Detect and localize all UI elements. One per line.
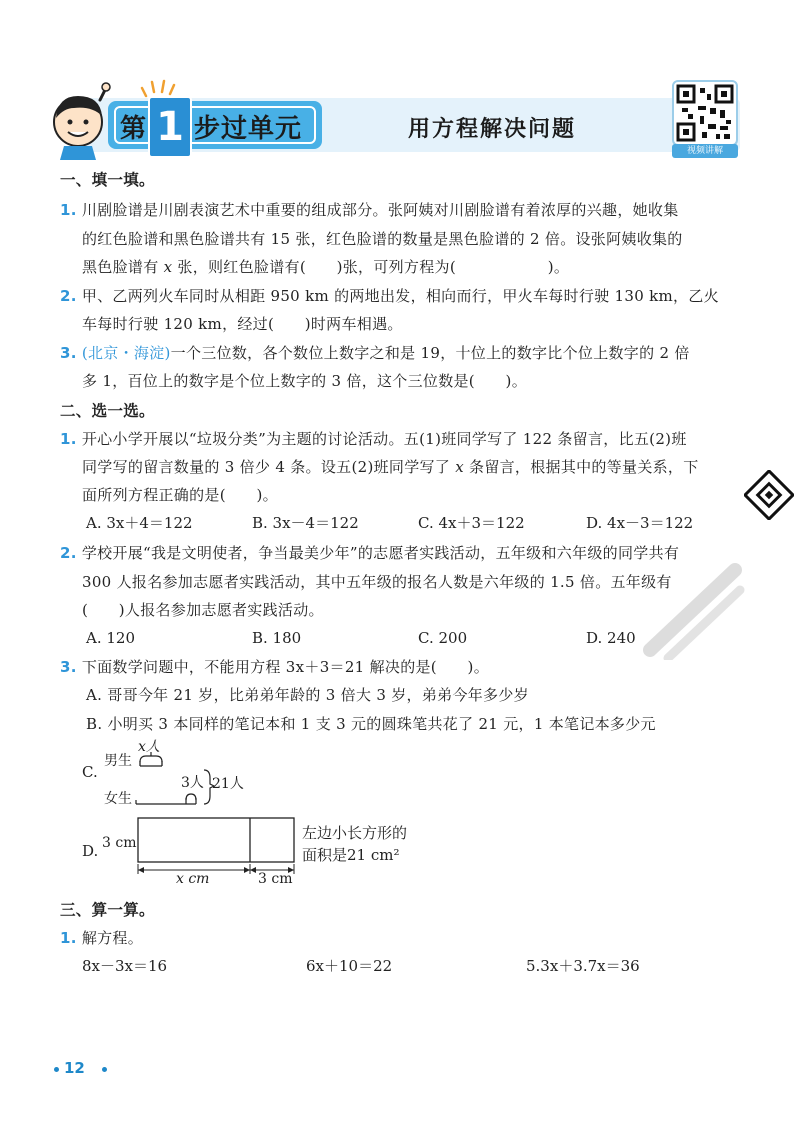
s2-q2-number: 2. [60, 544, 77, 562]
s2-q2-option-a[interactable]: A. 120 [86, 629, 135, 647]
s3-q1-line1: 1. 解方程。 [60, 929, 144, 947]
equation-3: 5.3x＋3.7x＝36 [526, 957, 640, 975]
section3-title: 三、算一算。 [60, 901, 155, 919]
s2-q1-line2: 同学写的留言数量的 3 倍少 4 条。设五(2)班同学写了 x 条留言，根据其中的等量关系，下 [82, 458, 699, 476]
mascot-icon [44, 78, 114, 160]
diagram-note-line2: 面积是21 cm² [302, 846, 400, 864]
s1-q3-number: 3. [60, 344, 77, 362]
diagram-boys-label: 男生 [104, 753, 132, 769]
s2-q1-line3: 面所列方程正确的是( )。 [82, 486, 278, 504]
s2-q3-option-a[interactable]: A. 哥哥今年 21 岁，比弟弟年龄的 3 倍大 3 岁，弟弟今年多少岁 [86, 686, 529, 704]
s2-q2-option-d[interactable]: D. 240 [586, 629, 636, 647]
s1-q3-source: (北京・海淀) [81, 344, 171, 362]
s1-q1-line3: 黑色脸谱有 x 张，则红色脸谱有( )张，可列方程为( )。 [82, 258, 570, 276]
diagram-extra-label: 3人 [181, 775, 204, 791]
s2-q2-line1: 2. 学校开展“我是文明使者，争当最美少年”的志愿者实践活动，五年级和六年级的同学共有 [60, 544, 680, 562]
page-dot-right [102, 1067, 107, 1072]
page-topic: 用方程解决问题 [408, 117, 577, 142]
page-number: 12 [64, 1059, 85, 1077]
diagram-total-label: 21人 [212, 776, 244, 792]
s2-q1-option-d[interactable]: D. 4x－3＝122 [586, 514, 694, 532]
equation-1: 8x－3x＝16 [82, 957, 168, 975]
diagram-width-right-label: 3 cm [258, 871, 293, 887]
s1-q1-number: 1. [60, 201, 77, 219]
s2-q3-line1: 3. 下面数学问题中，不能用方程 3x＋3＝21 解决的是( )。 [60, 658, 490, 676]
s2-q1-number: 1. [60, 430, 77, 448]
section2-title: 二、选一选。 [60, 402, 155, 420]
s2-q3-number: 3. [60, 658, 77, 676]
s2-q3-option-c[interactable]: C. [82, 763, 98, 781]
side-qr-icon [744, 470, 794, 520]
s2-q1-option-a[interactable]: A. 3x＋4＝122 [86, 514, 193, 532]
s1-q2-line1: 2. 甲、乙两列火车同时从相距 950 km 的两地出发，相向而行，甲火车每时行驶 130 km，乙火 [60, 287, 719, 305]
sun-rays-icon [140, 78, 180, 98]
unit-prefix: 第 [120, 114, 147, 144]
s1-q1-line1: 1. 川剧脸谱是川剧表演艺术中重要的组成部分。张阿姨对川剧脸谱有着浓厚的兴趣，她收集 [60, 201, 679, 219]
s1-q1-line2: 的红色脸谱和黑色脸谱共有 15 张，红色脸谱的数量是黑色脸谱的 2 倍。设张阿姨收集的 [82, 230, 683, 248]
diagram-x-label: x人 [138, 739, 160, 755]
s1-q3-line1: 3. (北京・海淀)一个三位数，各个数位上数字之和是 19，十位上的数字比个位上数字的 2 倍 [60, 344, 690, 362]
diagram-girls-label: 女生 [104, 791, 132, 807]
diagram-note-line1: 左边小长方形的 [302, 824, 408, 842]
rectangle-diagram [132, 814, 300, 886]
page-dot-left [54, 1067, 59, 1072]
unit-number: 1 [148, 96, 192, 158]
unit-title: 步过单元 [194, 114, 303, 144]
s2-q1-option-c[interactable]: C. 4x＋3＝122 [418, 514, 525, 532]
s2-q1-option-b[interactable]: B. 3x－4＝122 [252, 514, 359, 532]
s2-q2-line2: 300 人报名参加志愿者实践活动，其中五年级的报名人数是六年级的 1.5 倍。五年级有 [82, 573, 672, 591]
diagram-height-label: 3 cm [102, 835, 137, 851]
bar-diagram [130, 748, 220, 806]
diagram-width-left-label: x cm [176, 871, 210, 887]
qr-caption: 视频讲解 [672, 144, 738, 158]
s2-q2-option-b[interactable]: B. 180 [252, 629, 302, 647]
s2-q3-option-d[interactable]: D. [82, 842, 99, 860]
section1-title: 一、填一填。 [60, 171, 155, 189]
s2-q2-line3: ( )人报名参加志愿者实践活动。 [82, 601, 324, 619]
s2-q2-option-c[interactable]: C. 200 [418, 629, 468, 647]
s1-q2-number: 2. [60, 287, 77, 305]
s1-q3-line2: 多 1，百位上的数字是个位上数字的 3 倍，这个三位数是( )。 [82, 372, 527, 390]
qr-code-icon[interactable] [672, 80, 738, 146]
s3-q1-number: 1. [60, 929, 77, 947]
s2-q3-option-b[interactable]: B. 小明买 3 本同样的笔记本和 1 支 3 元的圆珠笔共花了 21 元，1 本笔记本多少元 [86, 715, 656, 733]
s2-q1-line1: 1. 开心小学开展以“垃圾分类”为主题的讨论活动。五(1)班同学写了 122 条留言，比五(2)班 [60, 430, 687, 448]
equation-2: 6x＋10＝22 [306, 957, 393, 975]
s1-q2-line2: 车每时行驶 120 km，经过( )时两车相遇。 [82, 315, 403, 333]
